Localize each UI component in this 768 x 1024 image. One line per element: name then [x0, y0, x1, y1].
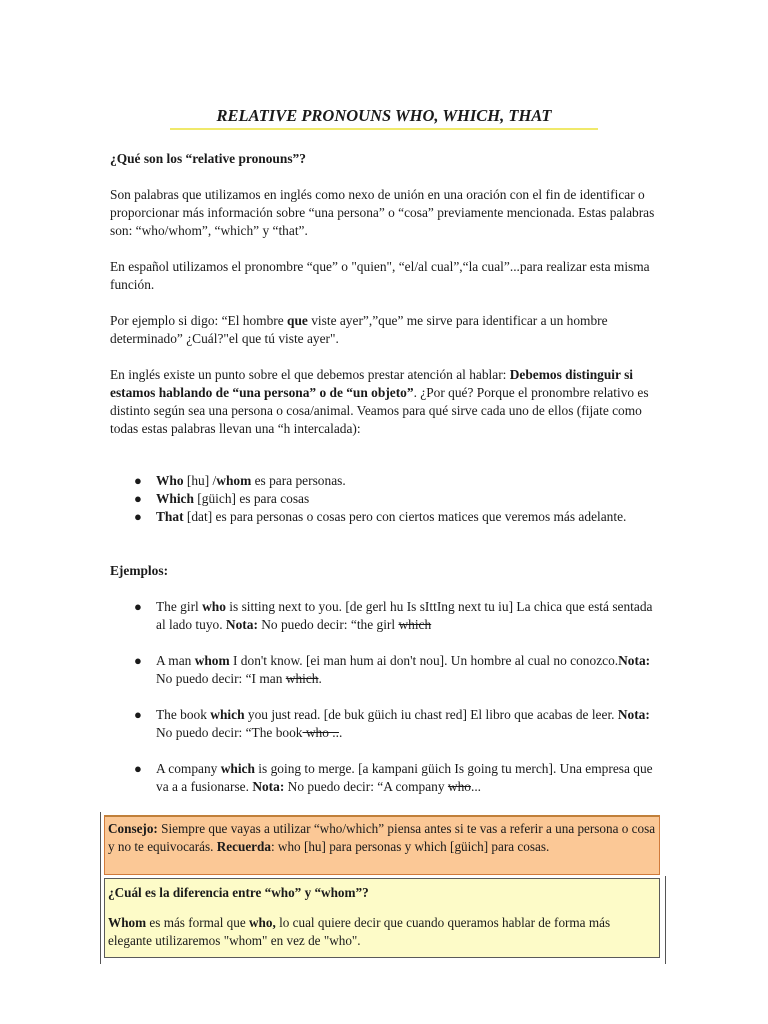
paragraph-intro: Son palabras que utilizamos en inglés como nexo de unión en una oración con el fin de identificar o proporcionar más información sobre “una persona” o “cosa” previamente mencionada. Estas palabras son: “who/whom”, “which” y “that”. — [110, 187, 655, 238]
examples-heading-text: Ejemplos: — [110, 563, 169, 578]
bold-span: Who — [156, 473, 184, 488]
bullet-icon: ● — [134, 653, 142, 668]
tip-box — [104, 815, 660, 875]
bold-span: which — [210, 707, 245, 722]
bullet-icon: ● — [134, 761, 142, 776]
text-span: I don't know. [ei man hum ai don't nou]. Un hombre al cual no conozco. — [229, 653, 619, 668]
paragraph-spanish: En español utilizamos el pronombre “que” o "quien", “el/al cual”,“la cual”...para realizar esta misma función. — [110, 259, 650, 292]
bullet-icon: ● — [134, 491, 142, 506]
text-span: . — [338, 725, 343, 740]
text-span: A man — [156, 653, 195, 668]
note-label: Nota: — [617, 707, 650, 722]
bold-span: That — [156, 509, 184, 524]
text-span: is sitting next to you. [de gerl hu Is sIttIng next tu iu] La chica que está sentada al lado tuyo. — [156, 599, 653, 632]
text-span: A company — [156, 761, 221, 776]
bold-span: who — [202, 599, 226, 614]
paragraph-english — [110, 366, 658, 438]
text-span: : who [hu] para personas y which [güich] para cosas. — [270, 839, 550, 854]
page-title: RELATIVE PRONOUNS WHO, WHICH, THAT — [216, 106, 552, 125]
title-underline — [170, 128, 598, 130]
bold-span: who, — [249, 915, 276, 930]
list-item — [134, 472, 626, 490]
text-span: [güich] es para cosas — [193, 491, 310, 506]
text-span: [dat] es para personas o cosas pero con ciertos matices que veremos más adelante. — [183, 509, 627, 524]
examples-heading — [110, 562, 658, 580]
text-span: [hu] / — [183, 473, 217, 488]
text-span: . ¿Por qué? Porque el pronombre relativo es distinto según sea una persona o cosa/animal. Veamos para qué sirve cada uno de ellos (fijate como todas estas palabras llevan una “h intercalada): — [110, 385, 649, 436]
note-label: Nota: — [618, 653, 651, 668]
text-span: No puedo decir: “the girl — [257, 617, 399, 632]
tip-label: Consejo: — [108, 821, 158, 836]
box-right-border — [665, 876, 666, 964]
text-span: The book — [156, 707, 211, 722]
text-span: . — [318, 671, 322, 686]
struck-word: who — [447, 779, 471, 794]
text-span: ... — [470, 779, 482, 794]
bullet-icon: ● — [134, 707, 142, 722]
bold-span: Debemos distinguir si estamos hablando de “una persona” o de “un objeto” — [110, 367, 634, 400]
text-span: es para personas. — [251, 473, 346, 488]
bold-span: que — [287, 313, 308, 328]
text-span: viste ayer”,”que” me sirve para identificar a un hombre determinado” ¿Cuál?"el que tú viste ayer". — [110, 313, 608, 346]
bold-span: Recuerda — [216, 839, 271, 854]
bullet-icon: ● — [134, 509, 142, 524]
bold-span: Whom — [108, 915, 147, 930]
text-span: No puedo decir: “A company — [284, 779, 448, 794]
text-span: es más formal que — [146, 915, 250, 930]
struck-word: who .. — [302, 725, 339, 740]
difference-heading — [108, 884, 656, 902]
text-span: Siempre que vayas a utilizar “who/which” piensa antes si te vas a referir a una persona o cosa y no te equivocarás. — [108, 821, 656, 854]
bullet-icon: ● — [134, 473, 142, 488]
difference-heading-text: ¿Cuál es la diferencia entre “who” y “whom”? — [108, 885, 369, 900]
difference-box — [104, 878, 660, 958]
struck-word: which — [398, 617, 432, 632]
note-label: Nota: — [252, 779, 285, 794]
text-span: No puedo decir: “The book — [156, 725, 303, 740]
bullet-icon: ● — [134, 599, 142, 614]
text-span: Por ejemplo si digo: “El hombre — [110, 313, 288, 328]
list-item — [134, 490, 626, 508]
list-item — [134, 760, 660, 796]
text-span: The girl — [156, 599, 203, 614]
bold-span: which — [220, 761, 255, 776]
box-left-border — [100, 812, 101, 964]
list-item — [134, 508, 627, 526]
text-span: lo cual quiere decir que cuando queramos hablar de forma más elegante utilizaremos "whom" en vez de "who". — [108, 915, 611, 948]
bold-span: whom — [194, 653, 230, 668]
difference-text — [108, 914, 656, 950]
list-item — [134, 652, 660, 688]
bold-span: Which — [156, 491, 194, 506]
list-item — [134, 598, 660, 634]
note-label: Nota: — [225, 617, 258, 632]
text-span: No puedo decir: “I man — [156, 671, 286, 686]
struck-word: which — [285, 671, 319, 686]
question-heading — [110, 150, 658, 168]
text-span: En inglés existe un punto sobre el que debemos prestar atención al hablar: — [110, 367, 510, 382]
paragraph-example — [110, 312, 658, 348]
bold-span: whom — [216, 473, 252, 488]
question-text: ¿Qué son los “relative pronouns”? — [110, 151, 306, 166]
text-span: is going to merge. [a kampani güich Is going tu merch]. Una empresa que va a a fusionarse. — [156, 761, 653, 794]
list-item — [134, 706, 660, 742]
text-span: you just read. [de buk güich iu chast red] El libro que acabas de leer. — [244, 707, 618, 722]
